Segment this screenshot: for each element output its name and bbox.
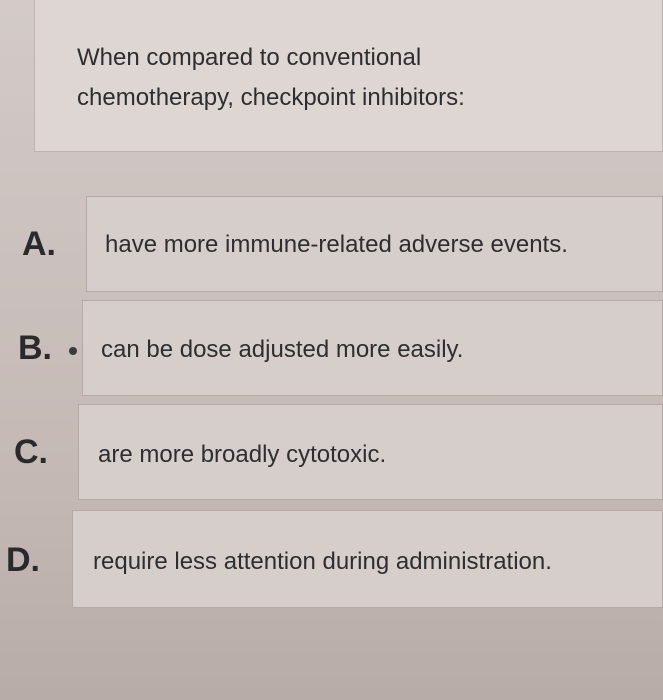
option-d-text: require less attention during administration. bbox=[93, 548, 552, 575]
question-card bbox=[34, 0, 663, 152]
option-b-letter: B. bbox=[18, 329, 52, 367]
option-c-letter: C. bbox=[14, 433, 48, 471]
option-d-letter: D. bbox=[6, 541, 40, 579]
option-c-button[interactable] bbox=[78, 404, 663, 500]
option-b-button[interactable] bbox=[82, 300, 663, 396]
option-b-text: can be dose adjusted more easily. bbox=[101, 336, 464, 363]
question-text: When compared to conventional chemotherapy, checkpoint inhibitors: bbox=[77, 44, 465, 111]
option-a-button[interactable] bbox=[86, 196, 663, 292]
selection-dot-icon bbox=[69, 347, 77, 355]
option-c-text: are more broadly cytotoxic. bbox=[98, 441, 387, 468]
option-a-letter: A. bbox=[22, 225, 56, 263]
option-d-button[interactable] bbox=[72, 510, 663, 608]
option-a-text: have more immune-related adverse events. bbox=[105, 231, 568, 258]
